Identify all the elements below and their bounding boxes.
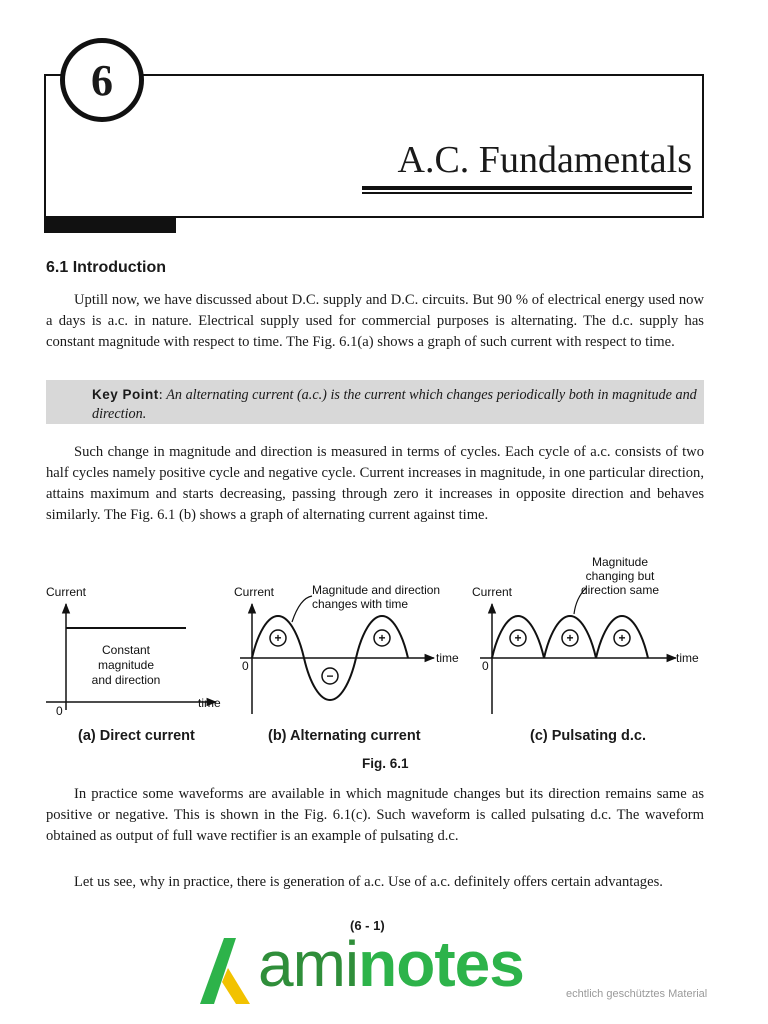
- caption-pulsating-dc: (c) Pulsating d.c.: [530, 728, 647, 744]
- chapter-header-rule: [176, 216, 704, 218]
- paragraph-text: Uptill now, we have discussed about D.C. supply and D.C. circuits. But 90 % of electrical energy used now a days is a.c. in nature. Electrical supply used for commercial purposes is alternating. The d.c. supply has constant magnitude with respect to time. The Fig. 6.1(a) shows a graph of such current with respect to time.: [46, 292, 704, 350]
- aminotes-logo-icon: [200, 938, 250, 1004]
- figure-6-1: [36, 552, 736, 782]
- logo-text-ami: ami: [258, 928, 359, 1000]
- paragraph-advantages: [46, 872, 704, 893]
- copyright-notice: echtlich geschütztes Material: [566, 988, 708, 1000]
- panel-alternating-current: [234, 583, 459, 714]
- panel-a-ylabel: Current: [46, 585, 87, 599]
- aminotes-logo-text: [258, 924, 524, 1004]
- chapter-number-badge: [60, 38, 144, 122]
- plus-label: +: [566, 631, 574, 645]
- plus-label: +: [514, 631, 522, 645]
- section-heading: 6.1 Introduction: [46, 259, 166, 276]
- panel-c-origin: 0: [482, 659, 489, 673]
- panel-b-ylabel: Current: [234, 585, 275, 599]
- panel-a-note: magnitude: [97, 658, 155, 672]
- panel-direct-current: [46, 585, 221, 718]
- plus-label: +: [618, 631, 626, 645]
- key-point-colon: :: [158, 387, 167, 403]
- key-point-text: An alternating current (a.c.) is the current which changes periodically both in magnitude and direction.: [92, 387, 697, 422]
- panel-a-note: and direction: [91, 673, 161, 687]
- title-underline: [362, 186, 692, 190]
- panel-c-note: changing but: [585, 569, 655, 583]
- chapter-header-bar: [44, 216, 176, 233]
- caption-alternating-current: (b) Alternating current: [268, 728, 421, 744]
- caption-direct-current: (a) Direct current: [78, 728, 195, 744]
- panel-c-note: direction same: [580, 583, 660, 597]
- plus-label: +: [378, 631, 386, 645]
- panel-a-note: Constant: [101, 643, 151, 657]
- key-point-label: Key Point: [92, 387, 159, 402]
- panel-a-xlabel: time: [198, 696, 221, 710]
- panel-c-xlabel: time: [676, 651, 699, 665]
- paragraph-intro: [46, 290, 704, 353]
- panel-b-origin: 0: [242, 659, 249, 673]
- chapter-number: 6: [91, 55, 113, 105]
- paragraph-text: In practice some waveforms are available in which magnitude changes but its direction remains same as positive or negative. This is shown in the Fig. 6.1(c). Such waveform is called pulsating d.c. The waveform obtained as output of full wave rectifier is an example of pulsating d.c.: [46, 786, 704, 844]
- panel-b-pointer: [292, 596, 312, 622]
- figure-label: Fig. 6.1: [362, 756, 409, 771]
- panel-b-note: Magnitude and direction: [312, 583, 441, 597]
- key-point-box: [46, 380, 704, 424]
- page-number: (6 - 1): [350, 918, 385, 933]
- panel-pulsating-dc: [472, 555, 699, 714]
- panel-c-ylabel: Current: [472, 585, 513, 599]
- plus-label: +: [274, 631, 282, 645]
- paragraph-text: Let us see, why in practice, there is generation of a.c. Use of a.c. definitely offers certain advantages.: [74, 874, 663, 890]
- logo-text-notes: notes: [358, 928, 524, 1000]
- minus-label: −: [326, 669, 334, 683]
- panel-b-xlabel: time: [436, 651, 459, 665]
- chapter-title: A.C. Fundamentals: [397, 139, 692, 181]
- panel-a-origin: 0: [56, 704, 63, 718]
- paragraph-pulsating: [46, 784, 704, 847]
- panel-b-note: changes with time: [312, 597, 409, 611]
- title-underline-thin: [362, 192, 692, 194]
- panel-c-note: Magnitude: [591, 555, 649, 569]
- paragraph-cycles: [46, 442, 704, 526]
- paragraph-text: Such change in magnitude and direction is measured in terms of cycles. Each cycle of a.c. consists of two half cycles namely positive cycle and negative cycle. Current increases in magnitude, in one particular direction, attains maximum and starts decreasing, passing through zero it increases in opposite direction and behaves similarly. The Fig. 6.1 (b) shows a graph of alternating current against time.: [46, 444, 704, 523]
